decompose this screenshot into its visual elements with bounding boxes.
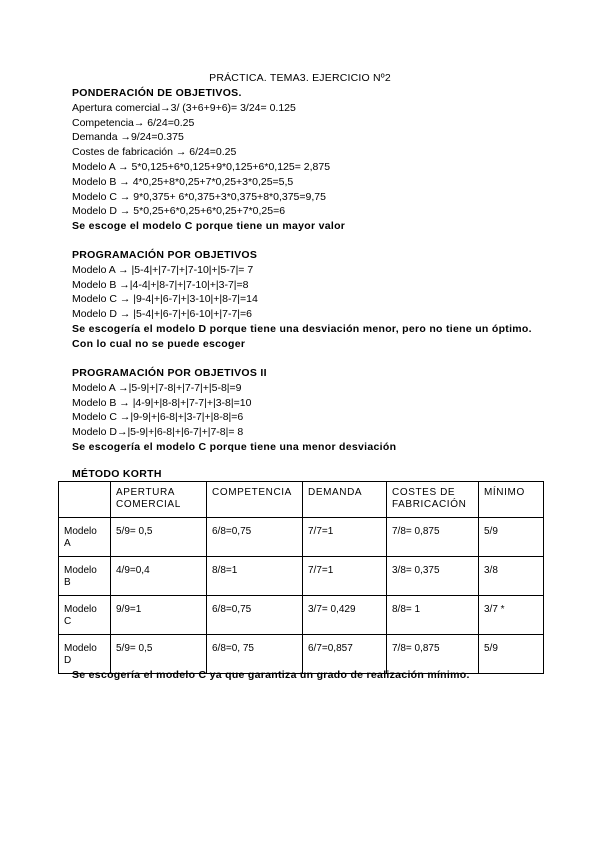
table-cell: 6/8=0, 75 [207,635,303,674]
programacion2-line: Modelo C →|9-9|+|6-8|+|3-7|+|8-8|=6 [72,411,244,424]
ponderacion-conclusion: Se escoge el modelo C porque tiene un mayor valor [72,220,346,233]
table-cell: Modelo D [59,635,111,674]
table-cell: 3/7 * [479,596,544,635]
table-header-row [59,482,544,518]
table-cell: 3/8 [479,557,544,596]
table-cell: 7/8= 0,875 [387,518,479,557]
programacion-heading: PROGRAMACIÓN POR OBJETIVOS [72,249,258,261]
programacion2-heading: PROGRAMACIÓN POR OBJETIVOS II [72,367,267,379]
programacion-section [72,248,542,352]
ponderacion-line: Modelo A → 5*0,125+6*0,125+9*0,125+6*0,125= 2,875 [72,160,331,173]
table-header-cell: DEMANDA [303,482,387,518]
table-cell: 3/8= 0,375 [387,557,479,596]
table-cell: 6/8=0,75 [207,596,303,635]
table-cell: 4/9=0,4 [111,557,207,596]
table-cell: Modelo B [59,557,111,596]
table-header-cell: COMPETENCIA [207,482,303,518]
table-cell: 8/8=1 [207,557,303,596]
table-row [59,518,544,557]
programacion-line: Modelo C → |9-4|+|6-7|+|3-10|+|8-7|=14 [72,293,258,306]
programacion-line: Modelo B →|4-4|+|8-7|+|7-10|+|3-7|=8 [72,278,249,291]
ponderacion-line: Modelo B → 4*0,25+8*0,25+7*0,25+3*0,25=5,5 [72,175,294,188]
table-cell: 7/7=1 [303,518,387,557]
table-cell: 5/9= 0,5 [111,518,207,557]
programacion2-line: Modelo D→|5-9|+|6-8|+|6-7|+|7-8|= 8 [72,426,244,439]
table-cell: 8/8= 1 [387,596,479,635]
table-header-cell: COSTES DE FABRICACIÓN [387,482,479,518]
table-cell: 7/8= 0,875 [387,635,479,674]
programacion2-line: Modelo A →|5-9|+|7-8|+|7-7|+|5-8|=9 [72,381,242,394]
table-cell: 9/9=1 [111,596,207,635]
ponderacion-section [72,86,542,234]
korth-table [58,481,544,674]
ponderacion-line: Demanda →9/24=0.375 [72,131,184,144]
programacion2-conclusion: Se escogería el modelo C porque tiene una menor desviación [72,440,397,453]
table-cell: 7/7=1 [303,557,387,596]
programacion-line: Modelo D → |5-4|+|6-7|+|6-10|+|7-7|=6 [72,308,253,321]
programacion2-section [72,366,542,455]
table-cell: 5/9 [479,635,544,674]
table-header-cell: APERTURA COMERCIAL [111,482,207,518]
ponderacion-line: Modelo C → 9*0,375+ 6*0,375+3*0,375+8*0,375=9,75 [72,190,326,203]
programacion2-line: Modelo B → |4-9|+|8-8|+|7-7|+|3-8|=10 [72,396,252,409]
ponderacion-line: Apertura comercial→3/ (3+6+9+6)= 3/24= 0.125 [72,101,296,114]
document-title: PRÁCTICA. TEMA3. EJERCICIO Nº2 [209,72,391,84]
table-cell: Modelo C [59,596,111,635]
korth-conclusion-block [72,668,542,683]
table-cell: 5/9= 0,5 [111,635,207,674]
table-cell: Modelo A [59,518,111,557]
programacion-conclusion: Se escogería el modelo D porque tiene una desviación menor, pero no tiene un óptimo. Con lo cual no se puede escoger [72,322,532,350]
ponderacion-line: Costes de fabricación → 6/24=0.25 [72,146,237,159]
table-row [59,557,544,596]
korth-heading-block [72,467,542,482]
table-header-cell [59,482,111,518]
table-cell: 6/7=0,857 [303,635,387,674]
korth-heading: MÉTODO KORTH [72,468,162,480]
table-cell: 6/8=0,75 [207,518,303,557]
table-row [59,596,544,635]
table-header-cell: MÍNIMO [479,482,544,518]
table-cell: 3/7= 0,429 [303,596,387,635]
ponderacion-line: Competencia→ 6/24=0.25 [72,116,195,129]
korth-conclusion: Se escogería el modelo C ya que garantiza un grado de realización mínimo. [72,669,470,681]
ponderacion-line: Modelo D → 5*0,25+6*0,25+6*0,25+7*0,25=6 [72,205,286,218]
programacion-line: Modelo A → |5-4|+|7-7|+|7-10|+|5-7|= 7 [72,263,254,276]
table-cell: 5/9 [479,518,544,557]
ponderacion-heading: PONDERACIÓN DE OBJETIVOS. [72,87,242,99]
